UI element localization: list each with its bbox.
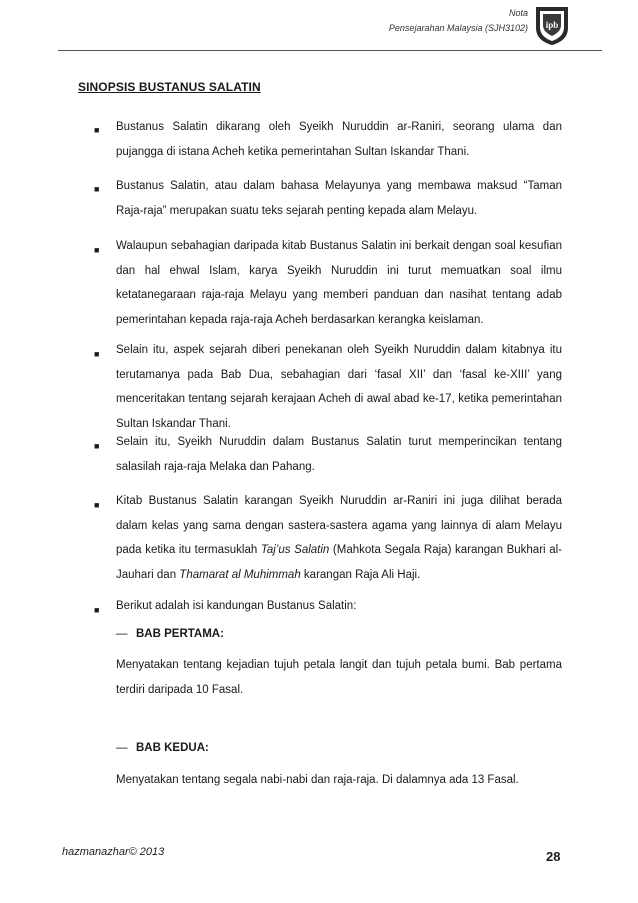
- header-course: Pensejarahan Malaysia (SJH3102): [388, 23, 528, 33]
- item-title-italic: Thamarat al Muhimmah: [179, 568, 301, 581]
- page-header: [0, 0, 638, 50]
- item-text: (Mahkota Segala Raja) karangan Bukhari al-Jauhari dan: [116, 544, 562, 581]
- list-item: Selain itu, aspek sejarah diberi penekanan oleh Syeikh Nuruddin dalam kitabnya itu terutamanya pada Bab Dua, sebahagian dari ‘fasal XII’ dan ‘fasal ke-XIII’ yang menceritakan tentang sejarah kerajaan Acheh di awal abad ke-17, ketika pemerintahan Sultan Iskandar Thani.: [116, 344, 562, 430]
- page-title: SINOPSIS BUSTANUS SALATIN: [78, 80, 261, 94]
- bullet-icon: ■: [94, 349, 100, 359]
- chapter-heading: BAB PERTAMA:: [136, 628, 224, 640]
- item-text: Kitab Bustanus Salatin karangan Syeikh Nuruddin ar-Raniri ini juga dilihat berada dalam kelas yang sama dengan sastera-sastera agama yang lainnya di alam Melayu pada ketika itu termasuklah: [116, 495, 562, 556]
- bullet-icon: ■: [94, 245, 100, 255]
- chapter-text: Menyatakan tentang kejadian tujuh petala langit dan tujuh petala bumi. Bab pertama terdiri daripada 10 Fasal.: [116, 659, 562, 696]
- chapter-heading: BAB KEDUA:: [136, 742, 209, 754]
- header-rule: [58, 50, 602, 51]
- page-number: 28: [546, 849, 561, 864]
- list-item: Bustanus Salatin, atau dalam bahasa Melayunya yang membawa maksud “Taman Raja-raja” merupakan suatu teks sejarah penting kepada alam Melayu.: [116, 180, 562, 217]
- list-item: Berikut adalah isi kandungan Bustanus Salatin:: [116, 600, 357, 612]
- header-note: Nota: [508, 8, 528, 18]
- footer-copyright: hazmanazhar© 2013: [62, 846, 165, 858]
- dash-icon: —: [116, 628, 128, 640]
- list-item: Selain itu, Syeikh Nuruddin dalam Bustanus Salatin turut memperincikan tentang salasilah raja-raja Melaka dan Pahang.: [116, 436, 562, 473]
- institute-logo: [532, 4, 572, 46]
- bullet-icon: ■: [94, 184, 100, 194]
- list-item: Bustanus Salatin dikarang oleh Syeikh Nuruddin ar-Raniri, seorang ulama dan pujangga di istana Acheh ketika pemerintahan Sultan Iskandar Thani.: [116, 121, 562, 158]
- item-text: karangan Raja Ali Haji.: [300, 568, 421, 581]
- list-item: [116, 489, 562, 587]
- logo-lettering: ipb: [545, 20, 559, 30]
- dash-icon: —: [116, 742, 128, 754]
- bullet-icon: ■: [94, 500, 100, 510]
- list-item: Walaupun sebahagian daripada kitab Bustanus Salatin ini berkait dengan soal kesufian dan hal ehwal Islam, karya Syeikh Nuruddin ini turut memuatkan soal ilmu ketatanegaraan raja-raja Melayu yang memberi panduan dan nasihat tentang adab pemerintahan kepada raja-raja Acheh berdasarkan kerangka keislaman.: [116, 240, 562, 326]
- bullet-icon: ■: [94, 605, 100, 615]
- bullet-icon: ■: [94, 441, 100, 451]
- item-title-italic: Taj’us Salatin: [260, 544, 330, 556]
- bullet-icon: ■: [94, 125, 100, 135]
- header-text: [389, 6, 528, 36]
- chapter-text: Menyatakan tentang segala nabi-nabi dan raja-raja. Di dalamnya ada 13 Fasal.: [116, 774, 519, 786]
